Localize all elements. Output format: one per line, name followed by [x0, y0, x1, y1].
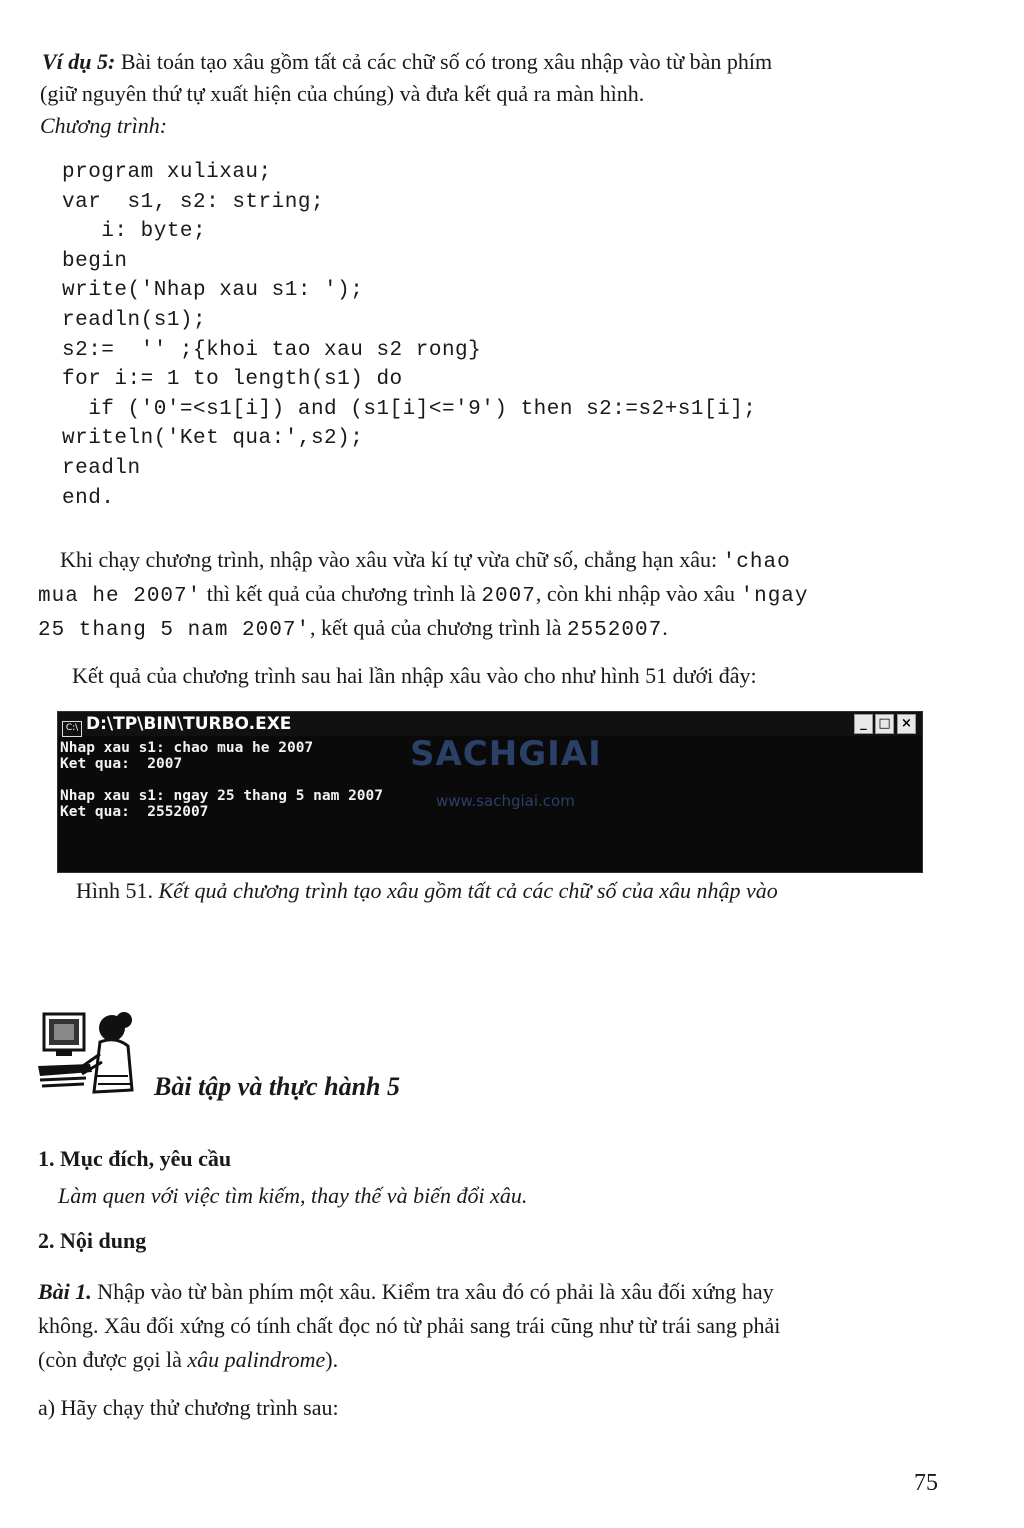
console-window [57, 711, 923, 873]
explain-end: . [662, 615, 668, 640]
explain-line-2 [38, 578, 958, 612]
part2-heading: 2. Nội dung [38, 1228, 147, 1253]
explain-value-2: 2552007 [566, 619, 663, 642]
code-listing [62, 158, 756, 513]
explain-text-2b: , còn khi nhập vào xâu [535, 581, 741, 606]
explain-line-3 [38, 612, 958, 646]
maximize-icon[interactable]: □ [875, 714, 894, 734]
minimize-icon[interactable]: _ [854, 714, 873, 734]
example-text-2: (giữ nguyên thứ tự xuất hiện của chúng) và đưa kết quả ra màn hình. [40, 81, 645, 106]
code-line: readln [62, 456, 141, 480]
result-intro: Kết quả của chương trình sau hai lần nhập xâu vào cho như hình 51 dưới đây: [72, 663, 757, 688]
part1-text: Làm quen với việc tìm kiếm, thay thế và biến đổi xâu. [58, 1183, 528, 1208]
console-title: D:\TP\BIN\TURBO.EXE [86, 714, 292, 734]
example-paragraph [42, 46, 982, 77]
console-line: Nhap xau s1: ngay 25 thang 5 nam 2007 [60, 788, 384, 804]
explain-text-1: Khi chạy chương trình, nhập vào xâu vừa kí tự vừa chữ số, chẳng hạn xâu: [60, 547, 723, 572]
exercise-line-3 [38, 1344, 958, 1375]
code-line: end. [62, 486, 115, 510]
page-number: 75 [914, 1470, 938, 1496]
explain-line-1 [60, 544, 960, 578]
watermark-url: www.sachgiai.com [436, 792, 575, 810]
console-app-icon: C:\ [62, 721, 82, 737]
figure-caption-text: Kết quả chương trình tạo xâu gồm tất cả các chữ số của xâu nhập vào [153, 878, 778, 903]
code-line: for i:= 1 to length(s1) do [62, 368, 403, 392]
exercise-line-2: không. Xâu đối xứng có tính chất đọc nó từ phải sang trái cũng như từ trái sang phải [38, 1313, 781, 1338]
exercise-text-3b: ). [325, 1347, 339, 1372]
explain-code-1: 'chao [722, 551, 791, 574]
explain-code-3: 'ngay [740, 585, 809, 608]
student-computer-icon [36, 1006, 136, 1106]
code-line: s2:= '' ;{khoi tao xau s2 rong} [62, 338, 482, 362]
palindrome-term: xâu palindrome [187, 1347, 326, 1372]
code-line: program xulixau; [62, 161, 272, 184]
console-line: Ket qua: 2552007 [60, 804, 209, 820]
figure-caption [76, 878, 976, 904]
explain-text-2: thì kết quả của chương trình là [201, 581, 482, 606]
explain-code-4: 25 thang 5 nam 2007' [38, 619, 311, 642]
code-line: write('Nhap xau s1: '); [62, 279, 364, 303]
code-line: i: byte; [62, 220, 207, 244]
example-label: Ví dụ 5: [42, 49, 116, 74]
code-line: writeln('Ket qua:',s2); [62, 427, 364, 451]
code-line: if ('0'=<s1[i]) and (s1[i]<='9') then s2:=s2+s1[i]; [62, 397, 757, 421]
part1-heading: 1. Mục đích, yêu cầu [38, 1146, 232, 1171]
code-line: readln(s1); [62, 308, 207, 332]
section-title: Bài tập và thực hành 5 [154, 1072, 401, 1101]
code-line: var s1, s2: string; [62, 190, 325, 214]
exercise-line-1 [38, 1276, 958, 1307]
explain-value-1: 2007 [481, 585, 536, 608]
console-line: Ket qua: 2007 [60, 756, 183, 772]
figure-label: Hình 51. [76, 878, 153, 903]
explain-text-3: , kết quả của chương trình là [310, 615, 567, 640]
console-output [60, 740, 383, 820]
close-icon[interactable]: × [897, 714, 916, 734]
example-text: Bài toán tạo xâu gồm tất cả các chữ số có trong xâu nhập vào từ bàn phím [115, 49, 773, 74]
exercise-text-3a: (còn được gọi là [38, 1347, 188, 1372]
exercise-text-1: Nhập vào từ bàn phím một xâu. Kiểm tra xâu đó có phải là xâu đối xứng hay [91, 1279, 774, 1304]
exercise-label: Bài 1. [38, 1279, 92, 1304]
code-line: begin [62, 249, 128, 273]
console-line [60, 772, 383, 788]
program-label: Chương trình: [40, 113, 168, 138]
item-a: a) Hãy chạy thử chương trình sau: [38, 1395, 339, 1420]
console-titlebar [58, 712, 922, 736]
explain-code-2: mua he 2007' [38, 585, 202, 608]
watermark-logo: SACHGIAI [410, 734, 602, 774]
example-paragraph-line2 [40, 78, 980, 109]
console-line: Nhap xau s1: chao mua he 2007 [60, 740, 314, 756]
